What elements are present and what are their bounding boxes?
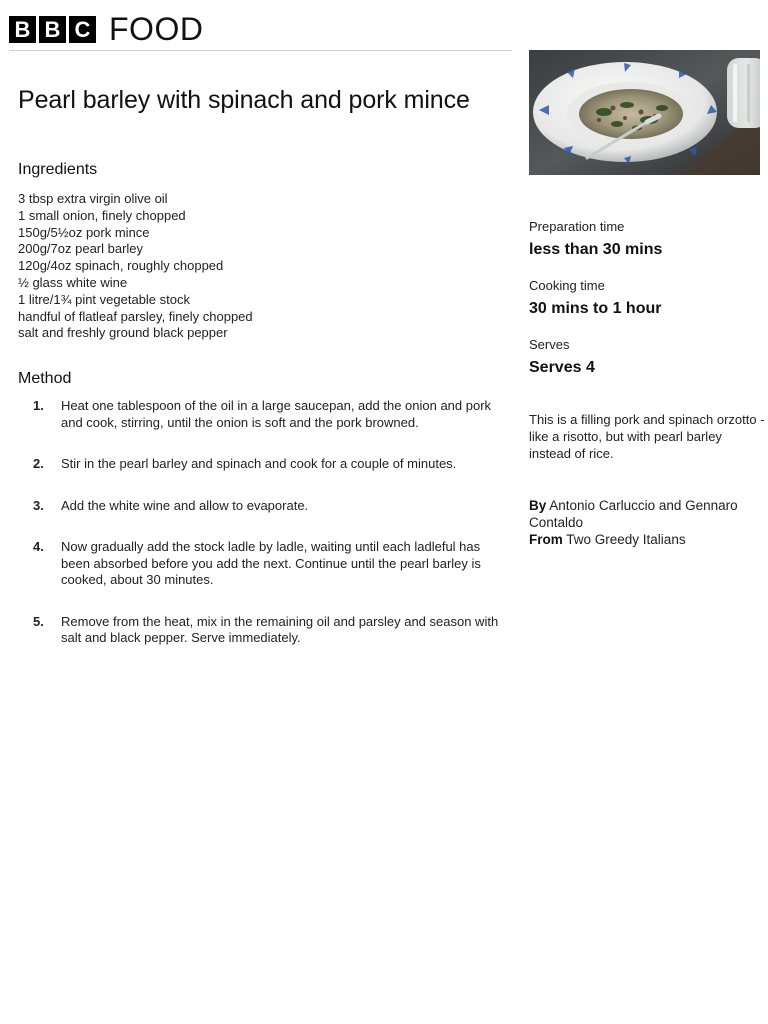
cooking-time-value: 30 mins to 1 hour [529, 300, 662, 317]
ingredient-item: 120g/4oz spinach, roughly chopped [18, 258, 224, 274]
cooking-time-label: Cooking time [529, 278, 605, 293]
recipe-description: This is a filling pork and spinach orzotto - like a risotto, but with pearl barley instead of rice. [529, 412, 765, 461]
method-heading: Method [18, 370, 72, 387]
ingredients-heading: Ingredients [18, 161, 98, 178]
method-step [18, 398, 508, 431]
method-step [18, 456, 508, 473]
recipe-title: Pearl barley with spinach and pork mince [18, 86, 470, 114]
serves-label: Serves [529, 337, 570, 352]
recipe-credits [529, 497, 765, 548]
ingredient-item: ½ glass white wine [18, 274, 128, 290]
step-number: 4. [33, 539, 44, 554]
step-number: 3. [33, 497, 44, 513]
method-step [18, 614, 508, 647]
step-text: Now gradually add the stock ladle by ladle, waiting until each ladleful has been absorbed before you add the next. Continue until the pearl barley is cooked, about 30 minutes. [61, 539, 481, 587]
step-text: Stir in the pearl barley and spinach and cook for a couple of minutes. [61, 456, 457, 471]
bbc-logo-block: C [69, 16, 96, 43]
prep-time-label: Preparation time [529, 219, 625, 234]
ingredient-item: salt and freshly ground black pepper [18, 325, 228, 341]
header-divider [9, 50, 512, 51]
ingredient-item: 1 small onion, finely chopped [18, 207, 186, 223]
step-number: 5. [33, 613, 44, 629]
site-header [9, 11, 204, 47]
step-number: 2. [33, 456, 44, 471]
ingredient-item: 1 litre/1¾ pint vegetable stock [18, 291, 190, 307]
author-line [529, 497, 765, 531]
method-list [18, 398, 508, 672]
step-text: Remove from the heat, mix in the remaining oil and parsley and season with salt and black pepper. Serve immediately. [61, 613, 499, 645]
ingredient-item: handful of flatleaf parsley, finely chopped [18, 308, 253, 324]
step-text: Heat one tablespoon of the oil in a large saucepan, add the onion and pork and cook, stirring, until the onion is soft and the pork browned. [61, 398, 492, 430]
author-names[interactable]: Antonio Carluccio and Gennaro Contaldo [529, 498, 738, 530]
bbc-logo[interactable] [9, 16, 96, 43]
bbc-logo-block: B [9, 16, 36, 43]
step-text: Add the white wine and allow to evaporate. [61, 497, 309, 513]
by-label: By [529, 498, 547, 513]
method-step [18, 539, 508, 589]
brand-word-food[interactable]: FOOD [109, 11, 204, 47]
step-number: 1. [33, 398, 44, 413]
serves-value: Serves 4 [529, 359, 595, 376]
recipe-photo [529, 50, 760, 175]
bbc-logo-block: B [39, 16, 66, 43]
source-name[interactable]: Two Greedy Italians [566, 532, 686, 547]
ingredient-item: 3 tbsp extra virgin olive oil [18, 191, 168, 206]
ingredients-list [18, 191, 253, 342]
from-label: From [529, 532, 563, 547]
ingredient-item: 150g/5½oz pork mince [18, 224, 150, 240]
method-step [18, 498, 508, 515]
source-line [529, 531, 765, 548]
ingredient-item: 200g/7oz pearl barley [18, 241, 144, 257]
prep-time-value: less than 30 mins [529, 241, 663, 258]
